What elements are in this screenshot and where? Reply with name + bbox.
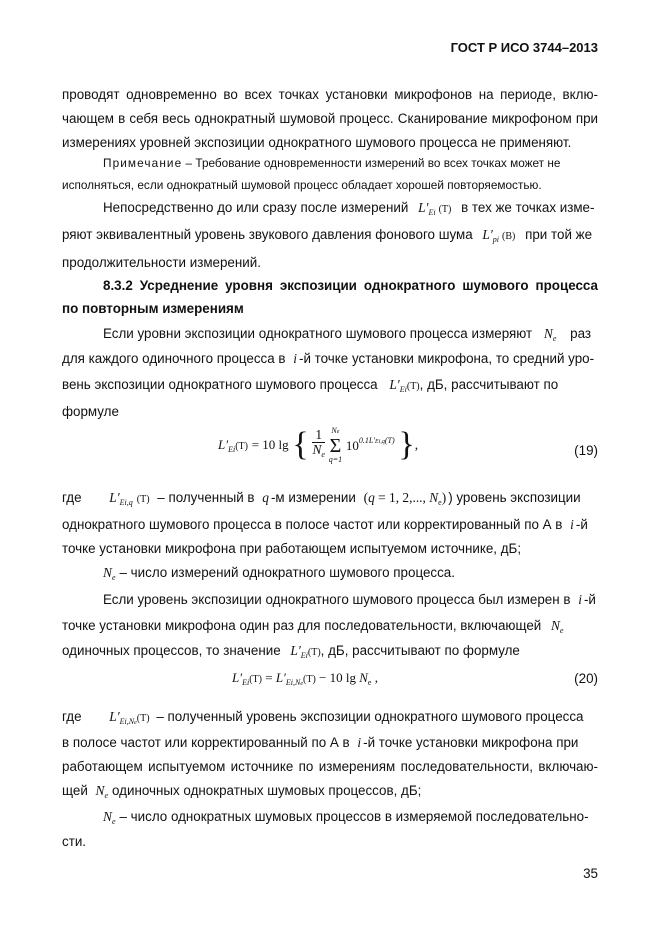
- text-line: точке установки микрофона при работающем испытуемом источнике, дБ;: [62, 541, 522, 556]
- equation-number: (20): [574, 671, 598, 686]
- text-line: точке установки микрофона один раз для последовательности, включающей $N_e$: [62, 618, 564, 635]
- note-text: – Требование одновременности измерений во всех точках может не: [182, 156, 561, 170]
- formula-inline: $L'_{Ei}$: [389, 377, 407, 394]
- text-line: щей $N_e$ одиночных однократных шумовых процессов, дБ;: [62, 783, 422, 800]
- text-line: Если уровни экспозиции однократного шумового процесса измеряют $N_e$ раз: [103, 326, 592, 343]
- note-line: исполняться, если однократный шумовой процесс обладает хорошей повторяемостью.: [62, 178, 542, 192]
- text-line: для каждого одиночного процесса в i -й точке установки микрофона, то средний уро-: [62, 351, 595, 366]
- equation-20: $L'_{Ei}(T) = L'_{Ei,Ne}(T) - 10$ $\lg N_e$ ,: [232, 670, 378, 687]
- note-line: [103, 154, 598, 172]
- text-line: формуле: [62, 404, 119, 419]
- text-line: вень экспозиции однократного шумового процесса $L'_{Ei}(T)$, дБ, рассчитывают по: [62, 377, 559, 394]
- text-line: где $L'_{Ei,q}$ (T) – полученный в q -м измерении (q = 1, 2,..., $N_e$) ) уровень экспозиции: [62, 490, 581, 507]
- text-line: в полосе частот или корректированный по А в i -й точке установки микрофона при: [62, 735, 579, 750]
- document-header: ГОСТ Р ИСО 3744–2013: [450, 40, 598, 55]
- formula-inline: (T): [438, 204, 452, 215]
- text-line: продолжительности измерений.: [62, 255, 261, 270]
- text-line: работающем испытуемом источнике по измерениям последовательности, включаю-: [62, 759, 598, 774]
- text-line: сти.: [62, 834, 87, 849]
- text-line: $N_e$ – число измерений однократного шумового процесса.: [103, 565, 455, 582]
- text-line: чающем в себя весь однократный шумовой процесс. Сканирование микрофоном при: [62, 111, 598, 126]
- text-line: однократного шумового процесса в полосе частот или корректированный по А в i -й: [62, 517, 588, 532]
- formula-inline: $L'_{pi}$: [482, 227, 500, 244]
- text-line: ряют эквивалентный уровень звукового давления фонового шума $L'_{pi}$ (B) при той же: [62, 227, 593, 244]
- text-line: измерениях уровней экспозиции однократного шумового процесса не применяют.: [62, 135, 572, 150]
- text-line: где $L'_{Ei,Ne}(T)$ – полученный уровень экспозиции однократного шумового процесса: [62, 709, 584, 726]
- page-number: 35: [583, 866, 598, 881]
- text-line: проводят одновременно во всех точках установки микрофонов на периоде, вклю-: [62, 87, 598, 102]
- formula-inline: $L'_{Ei}$: [418, 200, 436, 217]
- text-line: $N_e$ – число однократных шумовых процессов в измеряемой последовательно-: [103, 809, 589, 826]
- text-line: Если уровень экспозиции однократного шумового процесса был измерен в i -й: [103, 592, 596, 607]
- equation-number: (19): [574, 443, 598, 458]
- note-label: Примечание: [103, 156, 183, 170]
- text-line: одиночных процессов, то значение $L'_{Ei}(T)$, дБ, рассчитывают по формуле: [62, 643, 520, 660]
- equation-19: $L'_{Ei}(T) = 10$ lg { $\frac{1}{N_e}$ Ne Σ q=1 $10^{0.1L'Ei,q(T)}$ },: [218, 426, 419, 464]
- section-heading: 8.3.2 Усреднение уровня экспозиции однократного шумового процесса: [103, 278, 598, 293]
- formula-inline: $N_e$: [543, 326, 557, 343]
- section-heading: по повторным измерениям: [62, 301, 244, 316]
- text-line: Непосредственно до или сразу после измерений $L'_{Ei}$ (T) в тех же точках изме-: [103, 200, 595, 217]
